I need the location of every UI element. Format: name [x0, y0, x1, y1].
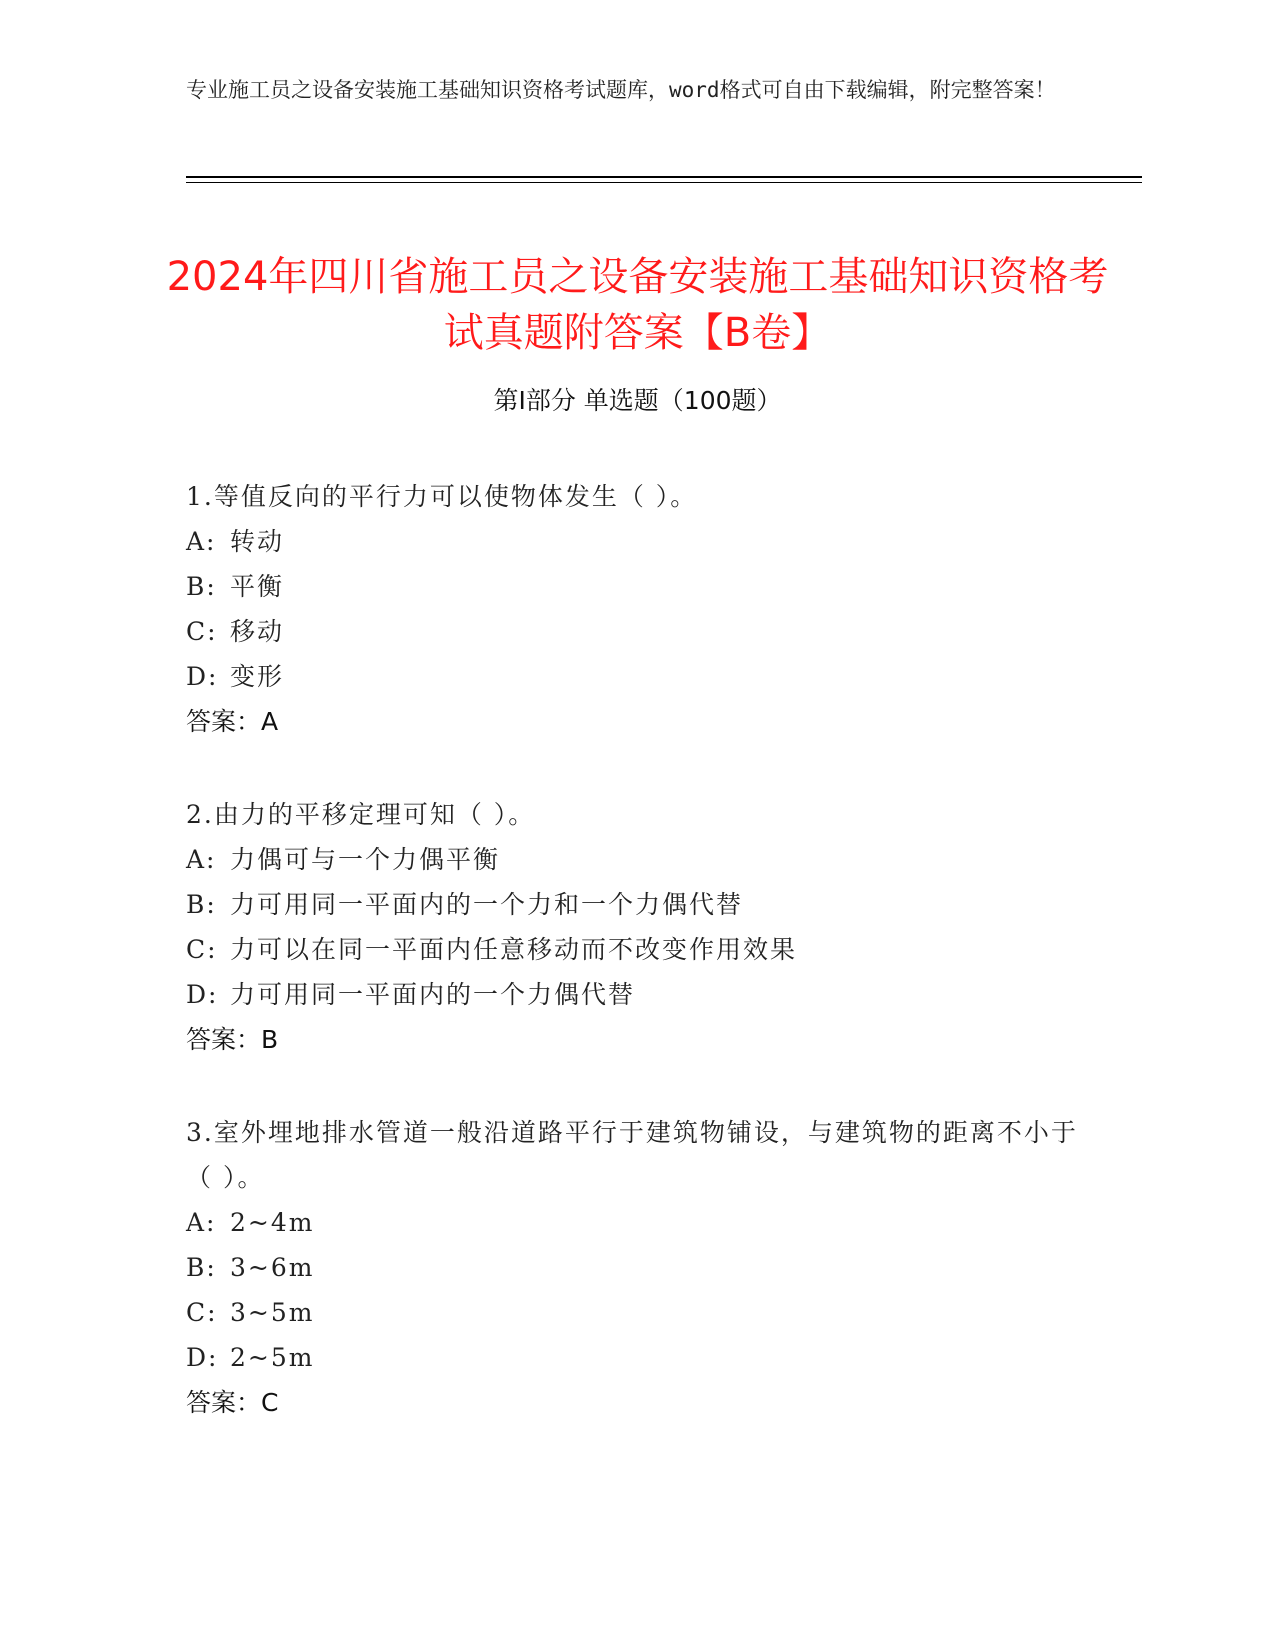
option-letter: D: — [186, 1343, 219, 1372]
answer-value: B — [261, 1025, 279, 1054]
header-note: 专业施工员之设备安装施工基础知识资格考试题库，word格式可自由下载编辑，附完整答案！ — [186, 78, 1056, 102]
header-divider-thick — [186, 176, 1142, 178]
answer-label: 答案： — [186, 1025, 262, 1054]
option-letter: A: — [186, 845, 217, 874]
option-text: 变形 — [230, 662, 285, 691]
option-b — [186, 882, 1086, 927]
header-divider-thin — [186, 182, 1142, 183]
option-text: 平衡 — [230, 572, 285, 601]
option-d — [186, 1335, 1086, 1380]
option-text: 2~4m — [230, 1208, 315, 1237]
option-d — [186, 654, 1086, 699]
option-text: 移动 — [230, 617, 285, 646]
answer-line — [186, 1017, 1086, 1062]
option-letter: B: — [186, 890, 217, 919]
option-text: 力可用同一平面内的一个力和一个力偶代替 — [230, 890, 744, 919]
option-c — [186, 1290, 1086, 1335]
option-letter: A: — [186, 1208, 217, 1237]
answer-line — [186, 699, 1086, 744]
option-c — [186, 927, 1086, 972]
option-text: 3~5m — [230, 1298, 315, 1327]
answer-value: C — [261, 1388, 279, 1417]
option-text: 力偶可与一个力偶平衡 — [230, 845, 501, 874]
question-stem: 3.室外埋地排水管道一般沿道路平行于建筑物铺设，与建筑物的距离不小于（ ）。 — [186, 1118, 1078, 1192]
answer-label: 答案： — [186, 1388, 262, 1417]
question-3 — [186, 1110, 1086, 1425]
question-2 — [186, 792, 1086, 1062]
option-letter: A: — [186, 527, 217, 556]
option-text: 转动 — [230, 527, 285, 556]
option-a — [186, 837, 1086, 882]
option-b — [186, 1245, 1086, 1290]
question-stem: 1.等值反向的平行力可以使物体发生（ ）。 — [186, 482, 698, 511]
answer-value: A — [261, 707, 279, 736]
option-text: 力可以在同一平面内任意移动而不改变作用效果 — [230, 935, 798, 964]
question-1 — [186, 474, 1086, 744]
answer-line — [186, 1380, 1086, 1425]
option-letter: B: — [186, 1253, 217, 1282]
option-c — [186, 609, 1086, 654]
option-letter: C: — [186, 617, 218, 646]
option-letter: C: — [186, 935, 218, 964]
option-text: 2~5m — [230, 1343, 315, 1372]
question-list — [186, 474, 1086, 1473]
option-a — [186, 519, 1086, 564]
option-letter: D: — [186, 980, 219, 1009]
section-title: 第I部分 单选题（100题） — [493, 386, 782, 415]
option-text: 3~6m — [230, 1253, 315, 1282]
option-letter: D: — [186, 662, 219, 691]
option-b — [186, 564, 1086, 609]
option-letter: B: — [186, 572, 217, 601]
answer-label: 答案： — [186, 707, 262, 736]
option-letter: C: — [186, 1298, 218, 1327]
option-a — [186, 1200, 1086, 1245]
document-title: 2024年四川省施工员之设备安装施工基础知识资格考试真题附答案【B卷】 — [166, 253, 1109, 356]
option-d — [186, 972, 1086, 1017]
question-stem: 2.由力的平移定理可知（ ）。 — [186, 800, 536, 829]
option-text: 力可用同一平面内的一个力偶代替 — [230, 980, 636, 1009]
